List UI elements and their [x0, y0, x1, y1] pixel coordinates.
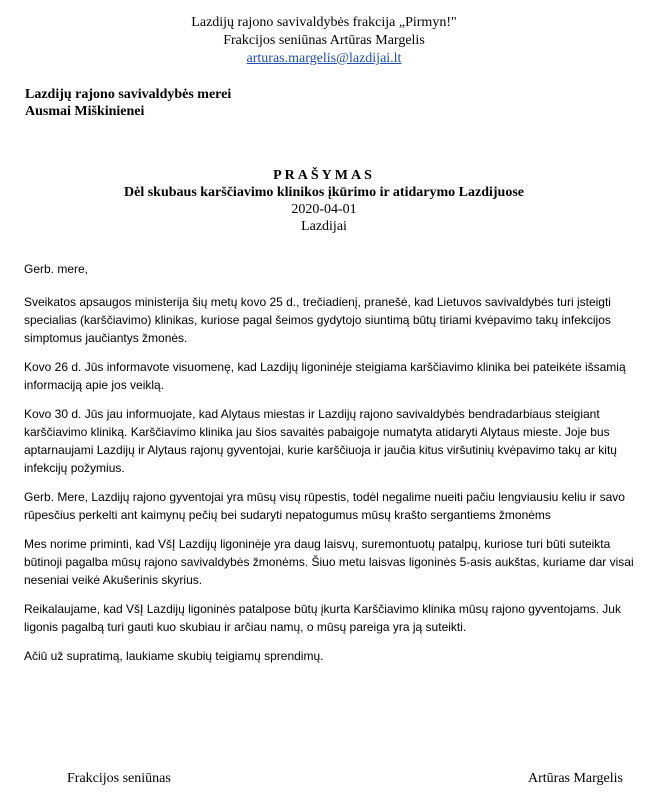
- document-heading: [0, 167, 648, 235]
- faction-name: Lazdijų rajono savivaldybės frakcija „Pirmyn!": [191, 15, 457, 30]
- letterhead: [0, 14, 648, 68]
- paragraph: Mes norime priminti, kad VšĮ Lazdijų ligoninėje yra daug laisvų, suremontuotų patalpų, kuriose turi būti suteikta būtinoji pagalba mūsų rajono savivaldybės žmonėms. Šiuo metu laisvas ligoninės 5-asis aukštas, kuriame dar visai neseniai veikė Akušerinis skyrius.: [24, 537, 634, 587]
- addressee-name: Ausmai Miškinienei: [25, 104, 145, 119]
- document-title: PRAŠYMAS: [273, 168, 375, 183]
- greeting: Gerb. mere,: [24, 262, 89, 276]
- paragraph: Kovo 26 d. Jūs informavote visuomenę, kad Lazdijų ligoninėje steigiama karščiavimo klinika bei pateikėte išsamią informaciją apie jos veiklą.: [24, 360, 626, 392]
- sender-email-link[interactable]: arturas.margelis@lazdijai.lt: [246, 51, 402, 66]
- signature-position: Frakcijos seniūnas: [67, 771, 171, 786]
- paragraph: Kovo 30 d. Jūs jau informuojate, kad Alytaus miestas ir Lazdijų rajono savivaldybės bendradarbiaus steigiant karščiavimo kliniką. Karščiavimo klinika jau šios savaitės pabaigoje numatyta atidaryti Alytaus mieste. Joje bus aptarnaujami Lazdijų ir Alytaus rajonų gyventojai, kurie karščiuoja ir jaučia kitus viršutinių kvėpavimo takų ar kitų infekcijų požymius.: [24, 407, 617, 475]
- signature-name: Artūras Margelis: [528, 771, 623, 786]
- document-place: Lazdijai: [301, 219, 347, 234]
- paragraph: Sveikatos apsaugos ministerija šių metų kovo 25 d., trečiadienį, pranešė, kad Lietuvos savivaldybės turi įsteigti specialias (karščiavimo) klinikas, kuriose pagal šeimos gydytojo siuntimą būtų tiriami kvėpavimo takų infekcijos simptomus jaučiantys žmonės.: [24, 295, 611, 345]
- sender-title: Frakcijos seniūnas Artūras Margelis: [223, 33, 425, 48]
- addressee-block: [25, 86, 231, 120]
- paragraph: Ačiū už supratimą, laukiame skubių teigiamų sprendimų.: [24, 649, 324, 663]
- paragraph: Reikalaujame, kad VšĮ Lazdijų ligoninės patalpose būtų įkurta Karščiavimo klinika mūsų rajono gyventojams. Juk ligonis pagalbą turi gauti kuo skubiau ir arčiau namų, o mūsų pareiga yra ją suteikti.: [24, 602, 621, 634]
- addressee-position: Lazdijų rajono savivaldybės merei: [25, 87, 232, 102]
- document-subject: Dėl skubaus karščiavimo klinikos įkūrimo ir atidarymo Lazdijuose: [124, 185, 524, 200]
- letter-body: [24, 260, 636, 676]
- document-date: 2020-04-01: [291, 202, 357, 217]
- paragraph: Gerb. Mere, Lazdijų rajono gyventojai yra mūsų visų rūpestis, todėl negalime nueiti pačiu lengviausiu keliu ir savo rūpesčius perkelti ant kaimynų pečių bei sudaryti nepatogumus mūsų krašto sergantiems žmonėms: [24, 490, 625, 522]
